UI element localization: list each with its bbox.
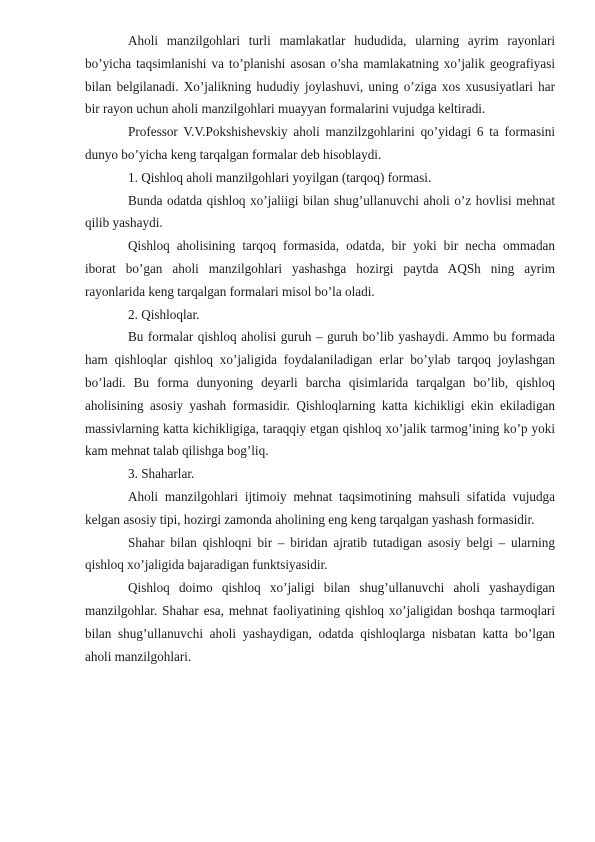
paragraph-item-3-definition: Qishloq doimo qishloq xo’jaligi bilan shug’ullanuvchi aholi yashaydigan manzilgohlar. Shahar esa, mehnat faoliyatining qishloq xo’jaligidan boshqa tarmoqlari bilan shug’ullanuvchi aholi yashaydigan, odatda qishloqlarga nisbatan katta bo’lgan aholi manzilgohlari. [85, 580, 555, 664]
heading-item-3: 3. Shaharlar. [128, 466, 195, 482]
heading-item-1: 1. Qishloq aholi manzilgohlari yoyilgan (tarqoq) formasi. [128, 169, 432, 185]
heading-item-2: 2. Qishloqlar. [128, 306, 200, 322]
paragraph-item-2-desc: Bu formalar qishloq aholisi guruh – guruh bo’lib yashaydi. Ammo bu formada ham qishloqlar qishloq xo’jaligida foydalaniladigan erlar bo’ylab tarqoq joylashgan bo’ladi. Bu forma dunyoning deyarli barcha qisimlarida tarqalgan bo’lib, qishloq aholisining asosiy yashah formasidir. Qishloqlarning katta kichikligi ekin ekiladigan massivlarning katta kichikligiga, taraqqiy etgan qishloq xo’jalik tarmog’ining ko’p yoki kam mehnat talab qilishga bog’liq. [85, 329, 555, 459]
paragraph-item-1-example: Qishloq aholisining tarqoq formasida, odatda, bir yoki bir necha ommadan iborat bo’gan aholi manzilgohlari yashashga hozirgi paytda AQSh ning ayrim rayonlarida keng tarqalgan formalari misol bo’la oladi. [85, 238, 555, 299]
paragraph-item-1-desc: Bunda odatda qishloq xo’jaliigi bilan shug’ullanuvchi aholi o’z hovlisi mehnat qilib yashaydi. [85, 192, 555, 231]
paragraph-item-3-difference: Shahar bilan qishloqni bir – biridan ajratib tutadigan asosiy belgi – ularning qishloq xo’jaligida bajaradigan funktsiyasidir. [85, 534, 555, 573]
paragraph-intro: Aholi manzilgohlari turli mamlakatlar hududida, ularning ayrim rayonlari bo’yicha taqsimlanishi va to’planishi asosan o’sha mamlakatning xo’jalik geografiyasi bilan belgilanadi. Xo’jalikning hududiy joylashuvi, uning o’ziga xos xususiyatlari har bir rayon uchun aholi manzilgohlari muayyan formalarini vujudga keltiradi. [85, 33, 555, 117]
paragraph-item-3-desc: Aholi manzilgohlari ijtimoiy mehnat taqsimotining mahsuli sifatida vujudga kelgan asosiy tipi, hozirgi zamonda aholining eng keng tarqalgan yashash formasidir. [85, 488, 555, 527]
paragraph-pokshishevskiy: Professor V.V.Pokshishevskiy aholi manzilzgohlarini qo’yidagi 6 ta formasini dunyo bo’yicha keng tarqalgan formalar deb hisoblaydi. [85, 124, 555, 162]
document-page [85, 30, 555, 668]
